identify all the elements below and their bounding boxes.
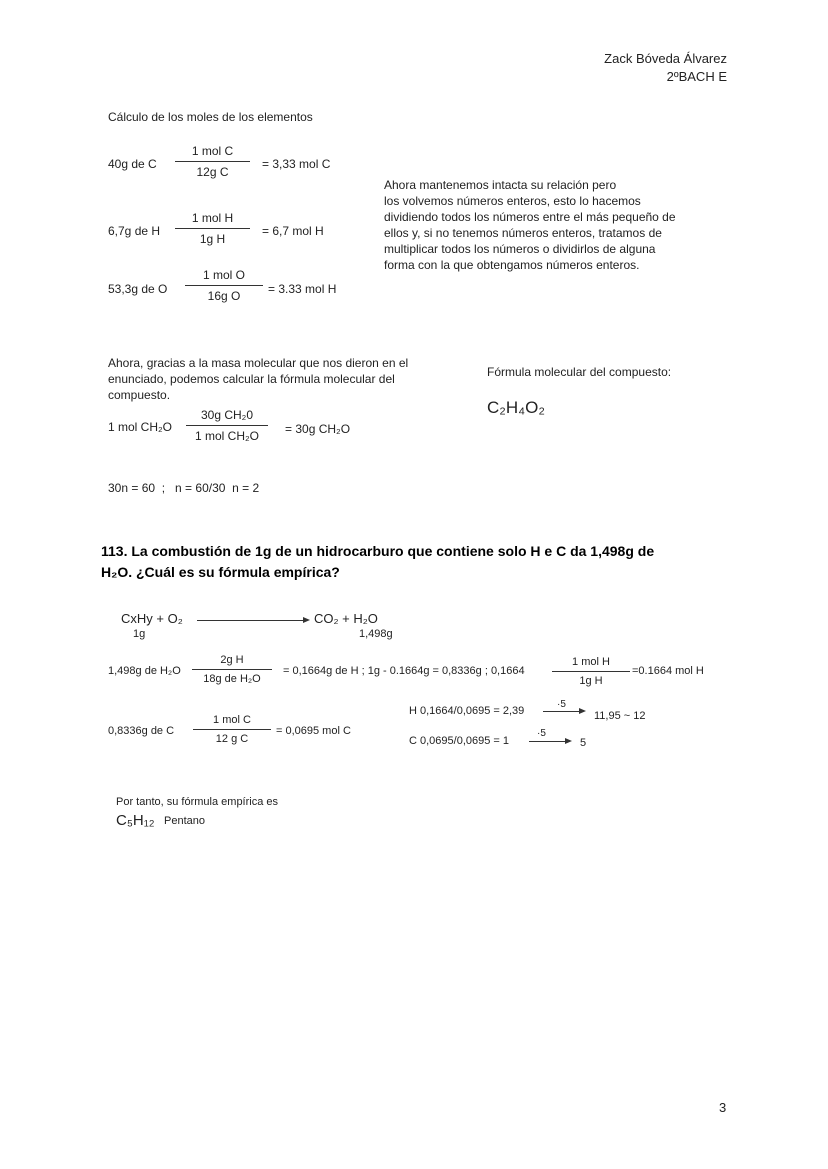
reactant-mass: 1g — [133, 628, 146, 640]
fraction-denominator: 16g O — [207, 289, 241, 303]
molecular-formula: C₂H₄O₂ — [487, 398, 545, 417]
result-carbon: = 3,33 mol C — [262, 157, 331, 171]
ratio-arrow-h — [543, 711, 579, 712]
reactants: CxHy + O₂ — [121, 611, 183, 626]
fraction-h2o — [192, 654, 272, 685]
ratio-arrow-h-head — [579, 708, 586, 714]
multiplier-h: ·5 — [557, 699, 566, 710]
fraction-numerator: 1 mol C — [191, 144, 234, 158]
fraction-c — [193, 714, 271, 745]
mass-h2o: 1,498g de H₂O — [108, 665, 181, 677]
products: CO₂ + H₂O — [314, 611, 378, 626]
molar-ch2o: 1 mol CH₂O — [108, 420, 173, 434]
conclusion-text: Por tanto, su fórmula empírica es — [116, 796, 279, 808]
mass-carbon: 40g de C — [108, 157, 157, 171]
section-heading: Cálculo de los moles de los elementos — [108, 110, 313, 124]
fraction-numerator: 1 mol C — [213, 714, 251, 726]
note-line: forma con la que obtengamos números enteros. — [384, 258, 640, 272]
fraction-ch2o — [186, 408, 268, 443]
compound-name: Pentano — [164, 815, 205, 827]
fraction-denominator: 1 mol CH₂O — [194, 429, 259, 443]
result-ratio-h: 11,95 ~ 12 — [594, 710, 646, 722]
ratio-note — [384, 177, 676, 273]
mass-c: 0,8336g de C — [108, 725, 175, 737]
product-mass: 1,498g — [359, 628, 393, 640]
result-mol-h: =0.1664 mol H — [632, 665, 704, 677]
fraction-hydrogen — [175, 211, 250, 246]
ratio-arrow-c-head — [565, 738, 572, 744]
n-equation: 30n = 60 ; n = 60/30 n = 2 — [108, 481, 260, 495]
fraction-numerator: 30g CH₂0 — [200, 408, 254, 422]
ratio-c: C 0,0695/0,0695 = 1 — [409, 735, 509, 747]
author-name: Zack Bóveda Álvarez — [604, 51, 727, 66]
note-line: ellos y, si no tenemos números enteros, tratamos de — [384, 226, 662, 240]
intro-line: Ahora, gracias a la masa molecular que nos dieron en el — [108, 356, 409, 370]
intro-line: compuesto. — [108, 388, 171, 402]
problem-title — [101, 541, 654, 583]
result-oxygen: = 3.33 mol H — [268, 282, 337, 296]
note-line: Ahora mantenemos intacta su relación pero — [384, 178, 617, 192]
mass-oxygen: 53,3g de O — [108, 282, 168, 296]
fraction-denominator: 18g de H₂O — [203, 673, 261, 685]
fraction-numerator: 2g H — [220, 654, 244, 666]
reaction-arrow-head — [303, 617, 310, 623]
fraction-numerator: 1 mol O — [202, 268, 245, 282]
ratio-h: H 0,1664/0,0695 = 2,39 — [409, 705, 525, 717]
fraction-denominator: 1g H — [579, 675, 603, 687]
note-line: multiplicar todos los números o dividirlos de alguna — [384, 242, 656, 256]
fraction-denominator: 12 g C — [215, 733, 249, 745]
result-ratio-c: 5 — [580, 737, 587, 749]
note-line: los volvemos números enteros, esto lo hacemos — [384, 194, 641, 208]
class-label: 2ºBACH E — [666, 69, 727, 84]
problem-title-line: H₂O. ¿Cuál es su fórmula empírica? — [101, 564, 340, 580]
fraction-mol-h — [552, 656, 630, 687]
intro-line: enunciado, podemos calcular la fórmula molecular del — [108, 372, 395, 386]
fraction-numerator: 1 mol H — [191, 211, 234, 225]
multiplier-c: ·5 — [537, 728, 546, 739]
fraction-oxygen — [185, 268, 263, 303]
mass-hydrogen: 6,7g de H — [108, 224, 161, 238]
fraction-carbon — [175, 144, 250, 179]
fraction-denominator: 12g C — [196, 165, 229, 179]
fraction-numerator: 1 mol H — [572, 656, 610, 668]
molecular-intro — [108, 355, 408, 403]
result-hydrogen: = 6,7 mol H — [262, 224, 324, 238]
fraction-denominator: 1g H — [199, 232, 226, 246]
note-line: dividiendo todos los números entre el más pequeño de — [384, 210, 676, 224]
page-number: 3 — [719, 1100, 727, 1115]
result-mol-c: = 0,0695 mol C — [276, 725, 351, 737]
problem-title-line: 113. La combustión de 1g de un hidrocarburo que contiene solo H e C da 1,498g de — [101, 543, 655, 559]
result-ch2o: = 30g CH₂O — [285, 422, 351, 436]
molecular-formula-label: Fórmula molecular del compuesto: — [487, 365, 672, 379]
hydrogen-mass-calc: = 0,1664g de H ; 1g - 0.1664g = 0,8336g ; 0,1664 — [283, 665, 525, 677]
ratio-arrow-c — [529, 741, 565, 742]
reaction-arrow-line — [197, 620, 303, 621]
empirical-formula: C₅H₁₂ — [116, 812, 155, 829]
